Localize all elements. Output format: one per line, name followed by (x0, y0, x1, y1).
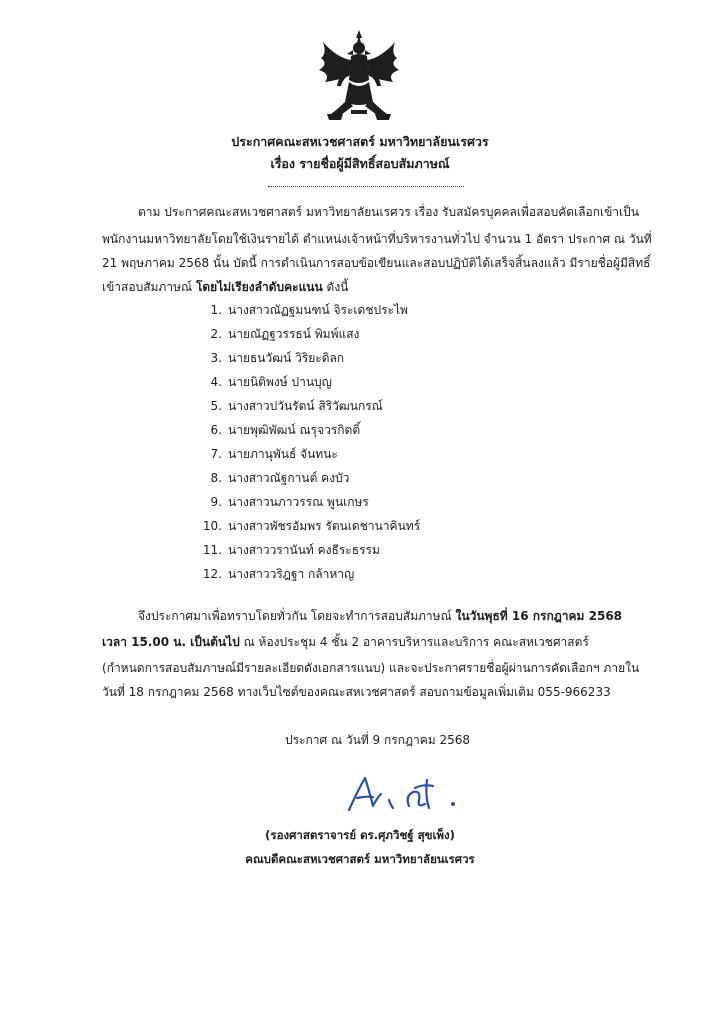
list-item-name: นางสาวพัชรอัมพร รัตนเดชานาคินทร์ (228, 519, 421, 533)
list-item (200, 373, 332, 392)
list-item (200, 421, 360, 440)
notice-line-2-bold: เวลา 15.00 น. เป็นต้นไป (102, 635, 240, 649)
list-item (200, 469, 349, 488)
list-item-number: 2. (210, 327, 222, 341)
list-item (200, 517, 420, 536)
notice-line-2 (102, 633, 589, 652)
notice-line-1-prefix: จึงประกาศมาเพื่อทราบโดยทั่วกัน โดยจะทำการสอบสัมภาษณ์ (138, 609, 456, 623)
list-item-number: 11. (202, 543, 222, 557)
announce-date: ประกาศ ณ วันที่ 9 กรกฎาคม 2568 (285, 733, 471, 747)
separator-line (268, 186, 464, 187)
list-item-number: 1. (210, 303, 222, 317)
intro-line-1: ตาม ประกาศคณะสหเวชศาสตร์ มหาวิทยาลัยนเรศวร เรื่อง รับสมัครบุคคลเพื่อสอบคัดเลือกเข้าเป็น (138, 205, 639, 219)
list-item-name: นายพุฒิพัฒน์ ณรุจวรกิตติ์ (228, 423, 361, 437)
list-item-number: 4. (210, 375, 222, 389)
notice-line-2-suffix: ณ ห้องประชุม 4 ชั้น 2 อาคารบริหารและบริการ คณะสหเวชศาสตร์ (239, 635, 589, 649)
intro-line-4-prefix: เข้าสอบสัมภาษณ์ (102, 280, 196, 294)
list-item-name: นายนิติพงษ์ ปานบุญ (228, 375, 332, 389)
list-item-number: 6. (210, 423, 222, 437)
intro-line-3: 21 พฤษภาคม 2568 นั้น บัดนี้ การดำเนินการสอบข้อเขียนและสอบปฏิบัติได้เสร็จสิ้นลงแล้ว มีรายชื่อผู้มีสิทธิ์ (102, 256, 651, 270)
announcement-subject: เรื่อง รายชื่อผู้มีสิทธิ์สอบสัมภาษณ์ (270, 156, 450, 171)
signature-icon (343, 770, 473, 820)
list-item (200, 541, 380, 560)
list-item (200, 565, 354, 584)
list-item-name: นางสาวนภาวรรณ พูนเกษร (228, 495, 369, 509)
garuda-emblem-icon (313, 28, 405, 126)
list-item (200, 325, 359, 344)
intro-line-4-suffix: ดังนี้ (322, 280, 349, 294)
list-item-name: นางสาวณัฏฐมนฑน์ จิระเดชประไพ (228, 303, 408, 317)
list-item-number: 8. (210, 471, 222, 485)
signatory-position: คณบดีคณะสหเวชศาสตร์ มหาวิทยาลัยนเรศวร (245, 852, 475, 866)
list-item (200, 301, 408, 320)
intro-line-4-bold: โดยไม่เรียงลำดับคะแนน (195, 280, 323, 294)
list-item-name: นายธนวัฒน์ วิริยะดิลก (228, 351, 345, 365)
list-item-number: 7. (210, 447, 222, 461)
list-item-number: 5. (210, 399, 222, 413)
list-item-name: นางสาววรานันท์ คงธีระธรรม (228, 543, 380, 557)
list-item-number: 10. (202, 519, 222, 533)
notice-line-1 (138, 607, 622, 626)
list-item (200, 397, 383, 416)
list-item-name: นางสาวณัฐกานต์ คงบัว (228, 471, 350, 485)
list-item (200, 445, 338, 464)
list-item-name: นางสาววริฎฐา กล้าหาญ (228, 567, 355, 581)
notice-line-3: (กำหนดการสอบสัมภาษณ์มีรายละเอียดดังเอกสารแนบ) และจะประกาศรายชื่อผู้ผ่านการคัดเลือกฯ ภายใน (102, 661, 640, 675)
notice-line-4: วันที่ 18 กรกฎาคม 2568 ทางเว็บไซต์ของคณะสหเวชศาสตร์ สอบถามข้อมูลเพิ่มเติม 055-966233 (102, 685, 611, 699)
list-item-number: 3. (210, 351, 222, 365)
list-item (200, 349, 344, 368)
list-item-name: นางสาวปวันรัตน์ สิริวัฒนกรณ์ (228, 399, 383, 413)
signatory-name: (รองศาสตราจารย์ ดร.ศุภวิชฐ์ สุขเพ็ง) (265, 828, 455, 842)
list-item-number: 9. (210, 495, 222, 509)
notice-line-1-bold: ในวันพุธที่ 16 กรกฎาคม 2568 (455, 609, 623, 623)
list-item-name: นายณัฏฐวรรธน์ พิมพ์แสง (228, 327, 360, 341)
intro-line-4 (102, 278, 348, 297)
announcement-title: ประกาศคณะสหเวชศาสตร์ มหาวิทยาลัยนเรศวร (231, 134, 489, 149)
list-item (200, 493, 369, 512)
intro-line-2: พนักงานมหาวิทยาลัยโดยใช้เงินรายได้ ตำแหน่งเจ้าหน้าที่บริหารงานทั่วไป จำนวน 1 อัตรา ประกาศ ณ วันที่ (102, 232, 652, 246)
list-item-name: นายภานุพันธ์ จันทนะ (228, 447, 338, 461)
list-item-number: 12. (202, 567, 222, 581)
